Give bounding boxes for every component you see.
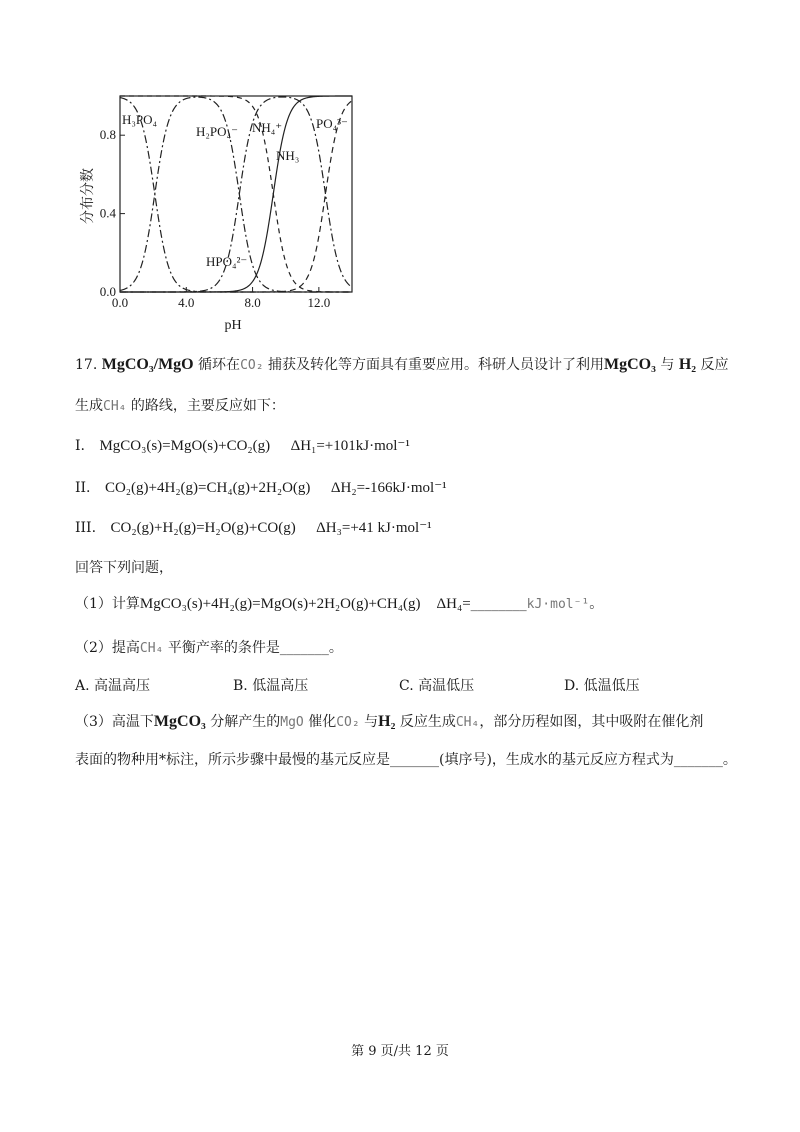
x-tick-label: 0.0 [111,295,129,310]
q3-text: 与 [359,714,379,730]
q3-text: 反应生成 [395,714,456,730]
reaction-label: II. [75,480,91,496]
sub-question-3-line1 [75,712,735,733]
q1-text: （1）计算 [75,596,140,612]
q3-text: 分解产生的 [205,714,281,730]
x-tick-label: 12.0 [307,295,331,310]
question-intro-line2 [75,396,735,417]
chem-ch4: CH₄ [139,641,164,656]
x-tick-label: 4.0 [178,295,195,310]
intro-text: 与 [655,357,679,373]
label-nh3: NH₃ [276,148,300,163]
label-h3po4: H₃PO₄ [122,112,158,127]
chem-mgo: MgO [280,715,304,730]
q2-end: 。 [328,640,343,656]
chem-mgco3-mgo: MgCO₃/MgO [101,356,194,373]
question-intro-line1 [75,355,735,376]
sub-question-2 [75,638,735,659]
intro-text: 循环在 [193,357,241,373]
reaction-enthalpy: ΔH₁=+101kJ·mol⁻¹ [290,438,410,454]
q3-text: ，部分历程如图，其中吸附在催化剂 [479,714,704,730]
reaction-enthalpy: ΔH₄= [436,596,471,612]
reaction-equation: CO₂(g)+H₂(g)=H₂O(g)+CO(g) [110,520,296,536]
reaction-label: I. [75,438,85,454]
y-tick-label: 0.4 [99,205,116,221]
reaction-enthalpy: ΔH₃=+41 kJ·mol⁻¹ [316,520,432,536]
chem-ch4: CH₄ [103,399,127,414]
reaction-equation: MgCO₃(s)+4H₂(g)=MgO(s)+2H₂O(g)+CH₄(g) [139,596,421,612]
chem-h2: H₂ [678,356,697,373]
label-h2po4: H₂PO₄⁻ [196,124,238,139]
answer-blank[interactable]: _______ [279,640,329,656]
chem-co2: CO₂ [336,715,360,730]
x-axis-label: pH [224,318,242,333]
reaction-1 [75,436,735,456]
answer-blank[interactable]: ________ [470,596,527,612]
chem-mgco3: MgCO₃ [153,713,206,730]
q2-text: 平衡产率的条件是 [163,640,280,656]
q3-text: （3）高温下 [75,714,154,730]
option-d[interactable]: D. 低温低压 [564,678,640,694]
sub-question-1 [75,594,735,615]
reaction-label: III. [75,520,97,536]
intro-text: 反应 [696,357,729,373]
unit: kJ·mol⁻¹ [526,597,590,612]
label-nh4: NH₄⁺ [252,120,283,135]
sub-question-3-line2: 表面的物种用*标注，所示步骤中最慢的基元反应是_______(填序号)，生成水的基元反应方程式为_______。 [75,752,737,768]
option-b[interactable]: B. 低温高压 [233,678,309,694]
option-a[interactable]: A. 高温高压 [75,678,151,694]
q2-text: （2）提高 [75,640,140,656]
reaction-3 [75,518,735,538]
x-tick-label: 8.0 [244,295,261,310]
option-c[interactable]: C. 高温低压 [399,678,475,694]
chem-mgco3: MgCO₃ [604,356,656,373]
chem-co2: CO₂ [240,358,264,373]
q1-end: 。 [589,596,604,612]
reaction-equation: MgCO₃(s)=MgO(s)+CO₂(g) [99,438,271,454]
chem-ch4: CH₄ [455,715,480,730]
q3-text: 催化 [303,714,337,730]
reaction-2 [75,478,735,498]
y-tick-label: 0.8 [99,127,116,143]
species-distribution-chart [60,84,370,338]
intro-text: 的路线，主要反应如下： [126,398,285,414]
question-number: 17. [75,357,98,373]
page-footer: 第 9 页/共 12 页 [351,1044,449,1059]
label-po4: PO₄³⁻ [316,116,348,131]
label-hpo4: HPO₄²⁻ [206,254,248,269]
y-axis-label: 分布分数 [81,168,96,224]
reaction-enthalpy: ΔH₂=-166kJ·mol⁻¹ [330,480,447,496]
answer-prompt: 回答下列问题， [75,560,173,576]
intro-text: 生成 [75,398,103,414]
intro-text: 捕获及转化等方面具有重要应用。科研人员设计了利用 [263,357,604,373]
y-tick-label: 0.0 [99,284,116,299]
reaction-equation: CO₂(g)+4H₂(g)=CH₄(g)+2H₂O(g) [104,480,311,496]
chem-h2: H₂ [378,713,396,730]
